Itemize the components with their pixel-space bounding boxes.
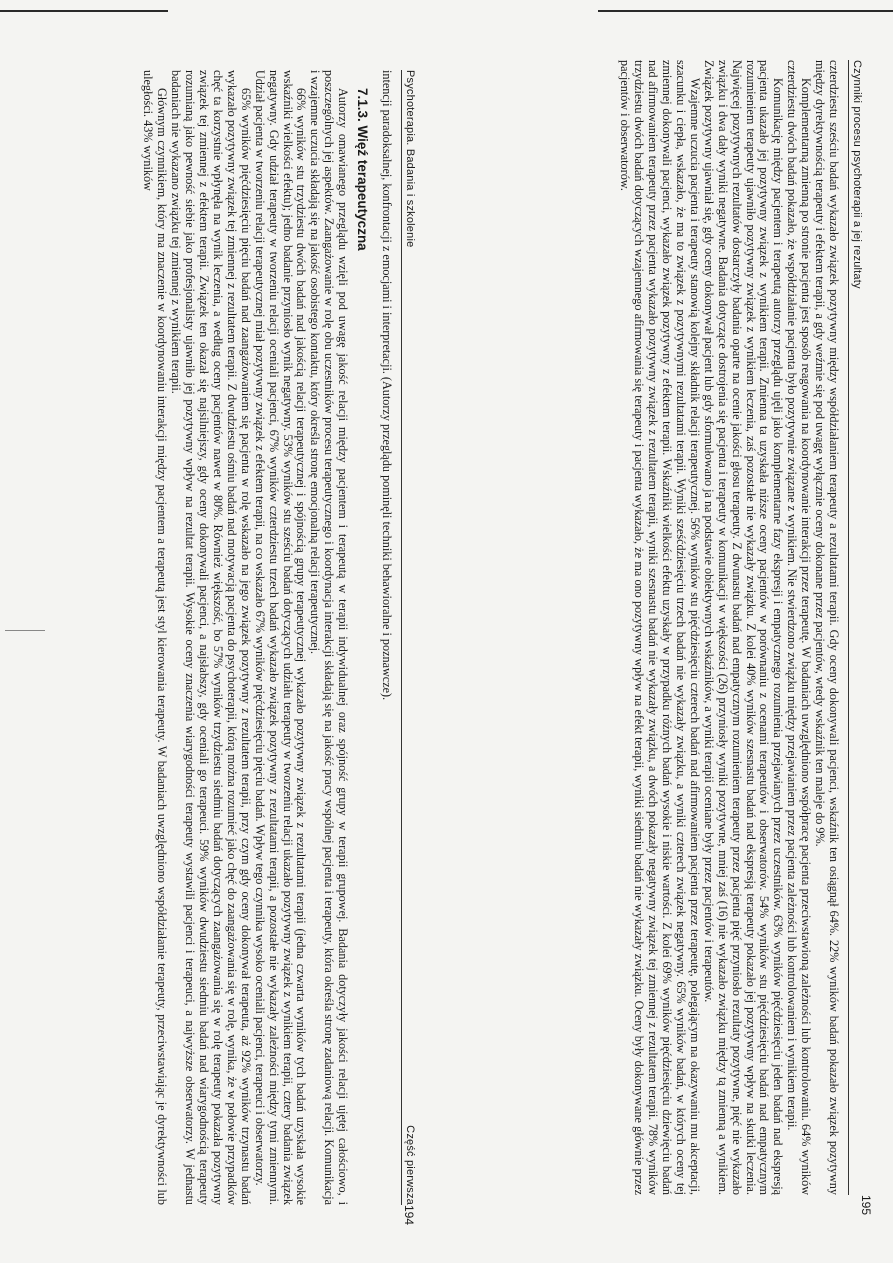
right-page bbox=[447, 0, 893, 1263]
right-paragraph-3: Komunikację między pacjentem i terapeutą autorzy przeglądu ujęli jako komplementarne fazy ekspresji i empatycznego rozumienia przejawianych przez uczestników. 63% wyników pięćdziesięciu jeden badań nad ekspresją pacjenta ukazało jej pozytywny związek z wynikiem terapii. Zmienna ta uzyskała niższe oceny pacjentów w porównaniu z ocenami terapeutów i obserwatorów. 54% wyników stu pięćdziesięciu badań nad empatycznym rozumieniem terapeuty ujawniło pozytywny związek z wynikiem leczenia, zaś pozostałe nie wykazały związku. Z kolei 40% wyników szesnastu badań nad ekspresją terapeuty pokazało jej pozytywny wpływ na skutki leczenia. Najwięcej pozytywnych rezultatów dostarczyły badania oparte na ocenie jakości głosu terapeuty. Z dwunastu badań nad empatycznym rozumieniem terapeuty przez pacjenta pięć przyniosło rezultaty pozytywne, pięć nie wykazało związku i dwa dały wyniki negatywne. Badania dotyczące dostrojenia się pacjenta i terapeuty w komunikacji w większości (26) przyniosły wyniki pozytywne, mniej zaś (16) nie wykazało związku między tą zmienną a wynikiem. Związek pozytywny ujawniał się, gdy oceny dokonywał pacjent lub gdy sformułowano ja na podstawie obiektywnych wskaźników, a wyniki terapii oceniane były przez pacjentów i terapeutów. bbox=[701, 60, 786, 1195]
right-page-number: 195 bbox=[859, 1195, 873, 1216]
left-paragraph-2: 66% wyników stu trzydziestu dwóch badań nad jakością relacji terapeutycznej i spójnością grupy terapeutycznej wykazało pozytywny związek z rezultatami terapii (jedna czwarta wyników tych badań uzyskała wysokie wskaźniki wielkości efektu); jedno badanie przyniosło wynik negatywny. 53% wyników stu sześciu badań dotyczących udziału terapeuty w tworzeniu relacji ukazało pozytywny związek z wynikiem terapii, cztery badania związek negatywny. Gdy udział terapeuty w tworzeniu relacji oceniali pacjenci, 67% wyników czterdziestu trzech badań wykazało związek pozytywny z rezultatami terapii, a pozostałe nie wykazały zależności między tymi zmiennymi. Udział pacjenta w tworzeniu relacji terapeutycznej miał pozytywny związek z efektem terapii, na co wskazało 67% wyników pięćdziesięciu pięciu badań. Wpływ tego czynnika wysoko oceniali pacjenci, terapeuci i obserwatorzy. bbox=[252, 70, 309, 1205]
left-running-head bbox=[401, 70, 416, 1205]
right-running-head-title: Czynniki procesu psychoterapii a jej rezultaty bbox=[851, 60, 863, 289]
left-page bbox=[0, 0, 446, 1263]
left-paragraph-3: 65% wyników pięćdziesięciu pięciu badań nad zaangażowaniem się pacjenta w rolę wskazało na jego związek pozytywny z rezultatem terapii, przy czym gdy oceny dokonywał terapeuta, aż 92% wyników trzynastu badań wykazało pozytywny związek tej zmiennej z rezultatem terapii. Z dwudziestu ośmiu badań nad motywacją pacjenta do psychoterapii, którą można rozumieć jako chęć do zaangażowania się w rolę, wynika, że w połowie przypadków chęć ta korzystnie wpłynęła na wynik leczenia, a według oceny pacjentów nawet w 80%. Również większość, bo 57% wyników trzydziestu siedmiu badań dotyczących zaangażowania się w rolę terapeuty pokazała pozytywny związek tej zmiennej z efektem terapii. Związek ten okazał się najsilniejszy, gdy oceny dokonywali pacjenci, a najsłabszy, gdy oceniali go terapeuci. 59% wyników dwudziestu siedmiu badań nad wiarygodnością terapeuty rozumianą jako pewność siebie jako profesjonalisty ujawniło jej pozytywny wpływ na rezultat terapii. Wysokie oceny znaczenia wiarygodności terapeuty wystawili pacjenci i terapeuci, a najwyższe obserwatorzy. W jednastu badaniach nie wykazano związku tej zmiennej z wynikiem terapii. bbox=[169, 70, 253, 1205]
left-page-text bbox=[141, 70, 393, 1205]
right-paragraph-1: czterdziestu sześciu badań wykazało związek pozytywny między współdziałaniem terapeuty a rezultatami terapii. Gdy oceny dokonywali pacjenci, wskaźnik ten osiągnął 64%. 22% wyników badań pokazało związek pozytywny między dyrektywnością terapeuty i efektem terapii, a gdy weźmie się pod uwagę wyłącznie oceny dokonane przez pacjentów, wtedy wskaźnik ten maleje do 9%. bbox=[813, 60, 841, 1195]
left-paragraph-4: Głównym czynnikiem, który ma znaczenie w koordynowaniu interakcji między pacjentem a terapeutą jest styl kierowania terapeuty. W badaniach uwzględniono współdziałanie terapeuty, przeciwstawiając je dyrektywności lub uległości. 43% wyników bbox=[141, 70, 170, 1205]
right-running-head bbox=[848, 60, 863, 1195]
left-paragraph-1: Autorzy omawianego przeglądu wzięli pod uwagę jakość relacji między pacjentem i terapeutą w terapii indywidualnej oraz spójność grupy w terapii grupowej. Badania dotyczyły jakości relacji ujętej całościowo, i poszczególnych jej aspektów. Zaangażowanie w rolę obu uczestników procesu terapeutycznego i koordynacja interakcji składają się na jakość pracy wspólnej pacjenta i terapeuty, która określa stronę zadaniową relacji. Komunikacja i wzajemne uczucia składają się na jakość osobistego kontaktu, który określa stronę emocjonalną relacji terapeutycznej. bbox=[308, 70, 351, 1205]
left-page-number: 194 bbox=[402, 1205, 416, 1226]
right-page-text bbox=[618, 60, 841, 1195]
left-running-head-title: Psychoterapia. Badania i szkolenie bbox=[404, 70, 416, 248]
section-heading: 7.1.3. Więź terapeutyczna bbox=[355, 88, 371, 251]
right-paragraph-2: Komplementarną zmienną po stronie pacjenta jest sposób reagowania na koordynowanie interakcji przez terapeutę. W badaniach uwzględniono współpracę pacjenta przeciwstawioną zależności lub kontrolowaniu. 64% wyników czterdziestu dwóch badań pokazało, że współdziałanie pacjenta było pozytywnie związane z wynikiem. Nie stwierdzono związku między przejawianiem przez pacjenta zależności lub kontrolowaniem i wynikiem terapii. bbox=[785, 60, 814, 1195]
right-page-rotated-content bbox=[447, 0, 893, 1263]
left-page-rotated-content bbox=[0, 0, 446, 1263]
left-page-body bbox=[10, 70, 416, 1226]
left-running-head-part: Część pierwsza bbox=[404, 1125, 416, 1205]
left-paragraph-intro: intencji paradoksalnej, konfrontacji z emocjami i interpretacji. (Autorzy przeglądu pominęli techniki behawioralne i poznawcze). bbox=[380, 70, 394, 701]
right-paragraph-4: Wzajemne uczucia pacjenta i terapeuty stanowią kolejny składnik relacji terapeutycznej. 56% wyników stu pięćdziesięciu czterech badań nad afirmowaniem pacjenta przez terapeutę, polegającym na okazywaniu mu akceptacji, szacunku i ciepła, wskazało, że ma to związek z pozytywnymi rezultatami terapii. Wyniki sześćdziesięciu trzech badań nie wykazały związku, a wyniki czterech związek negatywny. 65% wyników badań, w których oceny tej zmiennej dokonywali pacjenci, wykazało związek pozytywny z efektem terapii. Wskaźniki wielkości efektu uzyskały w przypadku różnych badań wysokie i niskie wartości. Z kolei 69% wyników pięćdziesięciu dziewięciu badań nad afirmowaniem terapeuty przez pacjenta wykazało pozytywny związek z rezultatem terapii, wyniki szesnastu badań nie wykazały związku, a dwóch pokazały negatywny związek tej zmiennej z rezultatem terapii. 78% wyników trzydziestu dwóch badań dotyczących wzajemnego afirmowania się terapeuty i pacjenta wykazało, że ma ono pozytywny wpływ na efekt terapii, wyniki siedmiu badań nie wykazały związku. Oceny były dokonywane głównie przez pacjentów i obserwatorów. bbox=[618, 60, 702, 1195]
right-page-body bbox=[457, 60, 873, 1216]
